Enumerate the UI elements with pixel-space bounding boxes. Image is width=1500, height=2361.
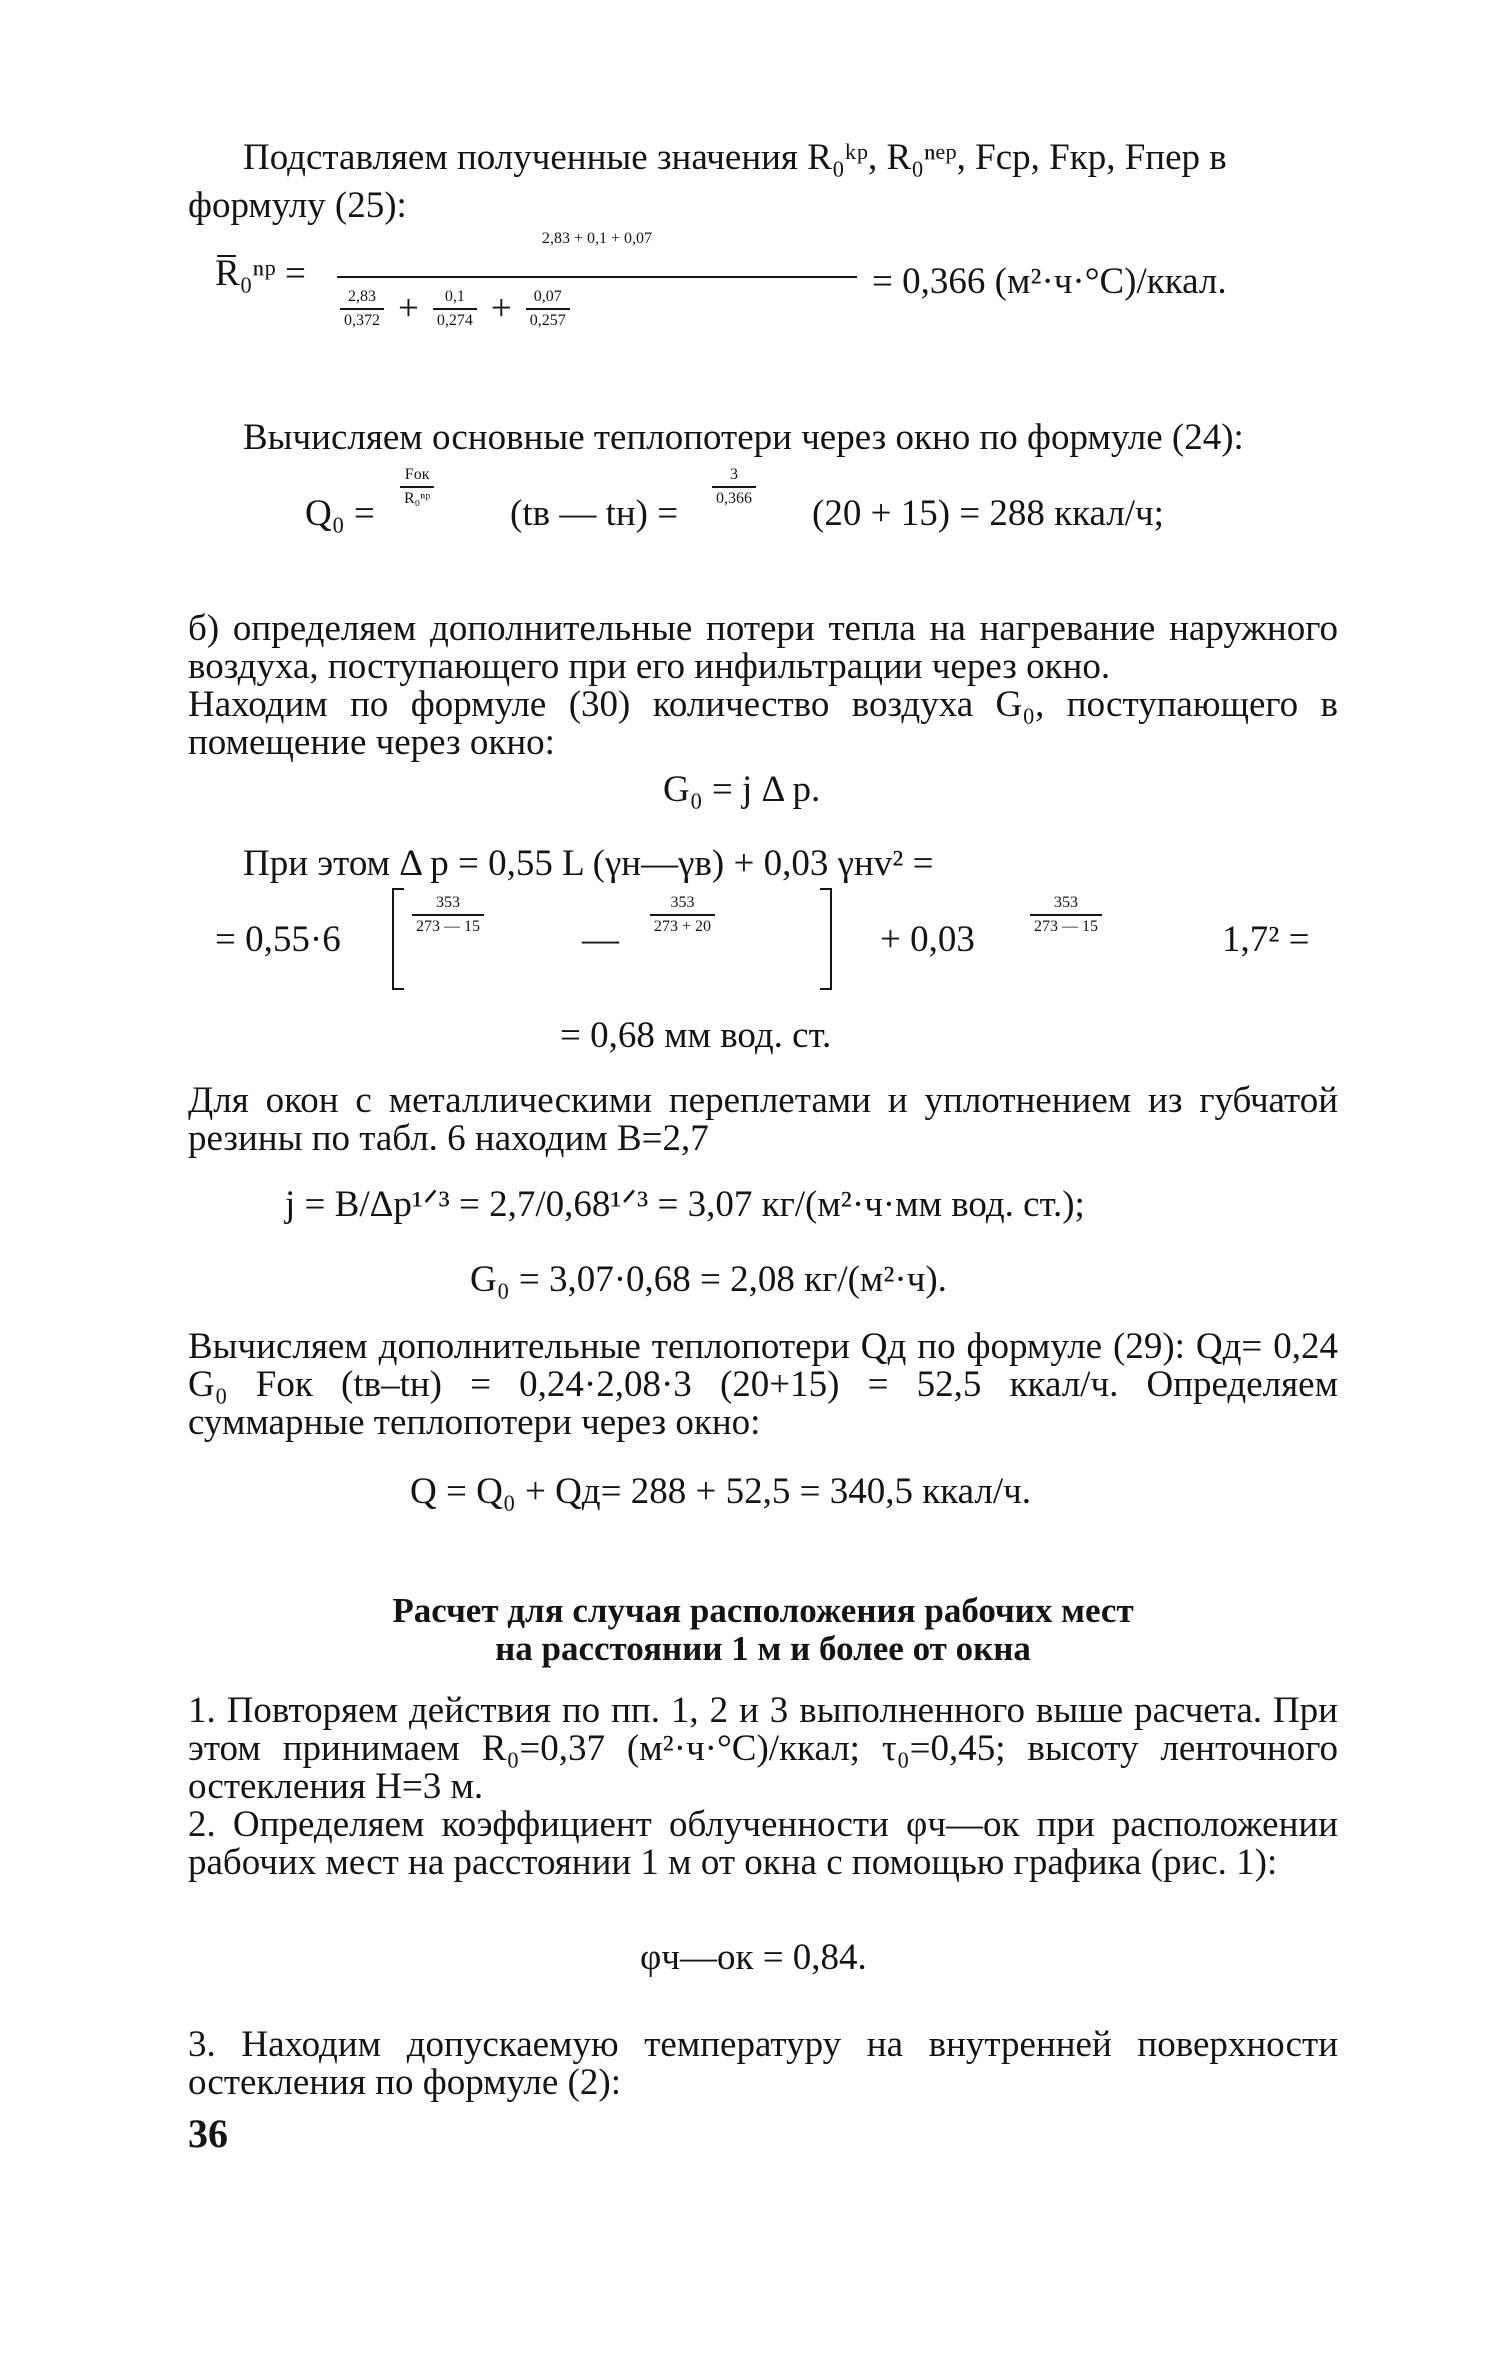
eq-r0-denominator bbox=[340, 287, 570, 330]
eq-r0-fraction-bar bbox=[337, 276, 857, 278]
section-heading-line-1: Расчет для случая расположения рабочих мест bbox=[392, 1591, 1134, 1630]
eq-dp-lead: = 0,55·6 bbox=[215, 919, 341, 960]
intro-line-2: формулу (25): bbox=[188, 185, 407, 226]
eq-r0-d2-den: 0,274 bbox=[436, 311, 473, 329]
p-extra: Вычисляем дополнительные теплопотери Qд по формуле (29): Qд= 0,24 G₀ Fок (tв–tн) = 0,24·2,08·3 (20+15) = 52,5 ккал/ч. Определяем суммарные теплопотери через окно: bbox=[188, 1326, 1338, 1443]
eq-q-total: Q = Q₀ + Qд= 288 + 52,5 = 340,5 ккал/ч. bbox=[410, 1471, 1031, 1512]
eq-r0-d3-num: 0,07 bbox=[526, 288, 570, 310]
eq-q0-den-366: 0,366 bbox=[716, 490, 752, 507]
eq-r0-d3-den: 0,257 bbox=[529, 311, 566, 329]
eq-r0-d1-num: 2,83 bbox=[340, 288, 384, 310]
eq-j: j = B/Δp¹ᐟ³ = 2,7/0,68¹ᐟ³ = 3,07 кг/(м²·ч·мм вод. ст.); bbox=[285, 1184, 1085, 1225]
bracket-left bbox=[392, 888, 404, 990]
eq-q0-num-3: 3 bbox=[712, 466, 756, 488]
item-3: 3. Находим допускаемую температуру на внутренней поверхности остекления по формуле (2): bbox=[188, 2024, 1338, 2103]
eq-dp-mid: + 0,03 bbox=[880, 919, 975, 960]
page-number: 36 bbox=[188, 2111, 228, 2156]
eq-dp-f3-den: 273 — 15 bbox=[1034, 918, 1098, 935]
p-g0: Находим по формуле (30) количество воздуха G₀, поступающего в помещение через окно: bbox=[188, 684, 1338, 763]
eq-r0-d1-den: 0,372 bbox=[344, 311, 380, 329]
eq-q0-frac-area bbox=[400, 466, 434, 508]
bracket-right bbox=[820, 888, 832, 990]
eq-q0-result: (20 + 15) = 288 ккал/ч; bbox=[812, 493, 1164, 534]
p-windows: Для окон с металлическими переплетами и уплотнением из губчатой резины по табл. 6 находим B=2,7 bbox=[188, 1080, 1338, 1159]
eq-r0-plus-1: + bbox=[398, 288, 419, 329]
item-2: 2. Определяем коэффициент облученности φч—ок при расположении рабочих мест на расстоянии 1 м от окна с помощью графика (рис. 1): bbox=[188, 1804, 1338, 1883]
eq-g0: G₀ = j Δ p. bbox=[663, 769, 821, 810]
eq-r0-den-frac-1 bbox=[340, 288, 384, 330]
eq-dp-minus: — bbox=[582, 919, 619, 960]
eq-q0-mid: (tв — tн) = bbox=[510, 493, 679, 534]
eq-dp-line-3: = 0,68 мм вод. ст. bbox=[560, 1015, 832, 1056]
p-b: б) определяем дополнительные потери тепла на нагревание наружного воздуха, поступающего при его инфильтрации через окно. bbox=[188, 608, 1338, 687]
eq-r0-den-frac-2 bbox=[433, 288, 477, 330]
eq-dp-f1-den: 273 — 15 bbox=[416, 918, 480, 935]
eq-r0-plus-2: + bbox=[490, 288, 512, 329]
eq-phi: φч—ок = 0,84. bbox=[640, 1937, 867, 1978]
eq-r0-result: = 0,366 (м²·ч·°С)/ккал. bbox=[872, 261, 1227, 302]
eq-dp-line-1: При этом Δ p = 0,55 L (γн—γв) + 0,03 γнv² = bbox=[243, 843, 934, 884]
item-1: 1. Повторяем действия по пп. 1, 2 и 3 выполненного выше расчета. При этом принимаем R₀=0,37 (м²·ч·°С)/ккал; τ₀=0,45; высоту ленточного остекления H=3 м. bbox=[188, 1690, 1338, 1807]
eq-dp-f1-num: 353 bbox=[412, 894, 484, 916]
eq-dp-frac-1 bbox=[412, 894, 484, 936]
eq-r0-den-frac-3 bbox=[526, 288, 570, 330]
eq-dp-f3-num: 353 bbox=[1030, 894, 1102, 916]
eq-dp-tail: 1,7² = bbox=[1222, 919, 1310, 960]
eq-q0-lhs: Q₀ = bbox=[305, 493, 375, 534]
eq-q0-f-num: Fок bbox=[400, 466, 434, 488]
eq-g0-value: G₀ = 3,07·0,68 = 2,08 кг/(м²·ч). bbox=[470, 1259, 947, 1300]
eq-dp-frac-2 bbox=[650, 894, 715, 936]
eq-q0-f-den: R₀ⁿᵖ bbox=[404, 490, 431, 507]
eq-dp-f2-num: 353 bbox=[650, 894, 715, 916]
eq-r0-d2-num: 0,1 bbox=[433, 288, 477, 310]
eq-dp-frac-3 bbox=[1030, 894, 1102, 936]
eq-r0-numerator: 2,83 + 0,1 + 0,07 bbox=[541, 230, 653, 247]
eq-r0-lhs: R̅₀ⁿᵖ = bbox=[215, 253, 306, 294]
eq-dp-f2-den: 273 + 20 bbox=[654, 918, 712, 935]
section-heading-line-2: на расстоянии 1 м и более от окна bbox=[495, 1629, 1031, 1668]
p-main-loss: Вычисляем основные теплопотери через окно по формуле (24): bbox=[243, 417, 1244, 458]
intro-line-1: Подставляем полученные значения R₀ᵏᵖ, R₀ⁿᵉᵖ, Fср, Fкр, Fпер в bbox=[243, 137, 1227, 178]
eq-q0-frac-3 bbox=[712, 466, 756, 508]
